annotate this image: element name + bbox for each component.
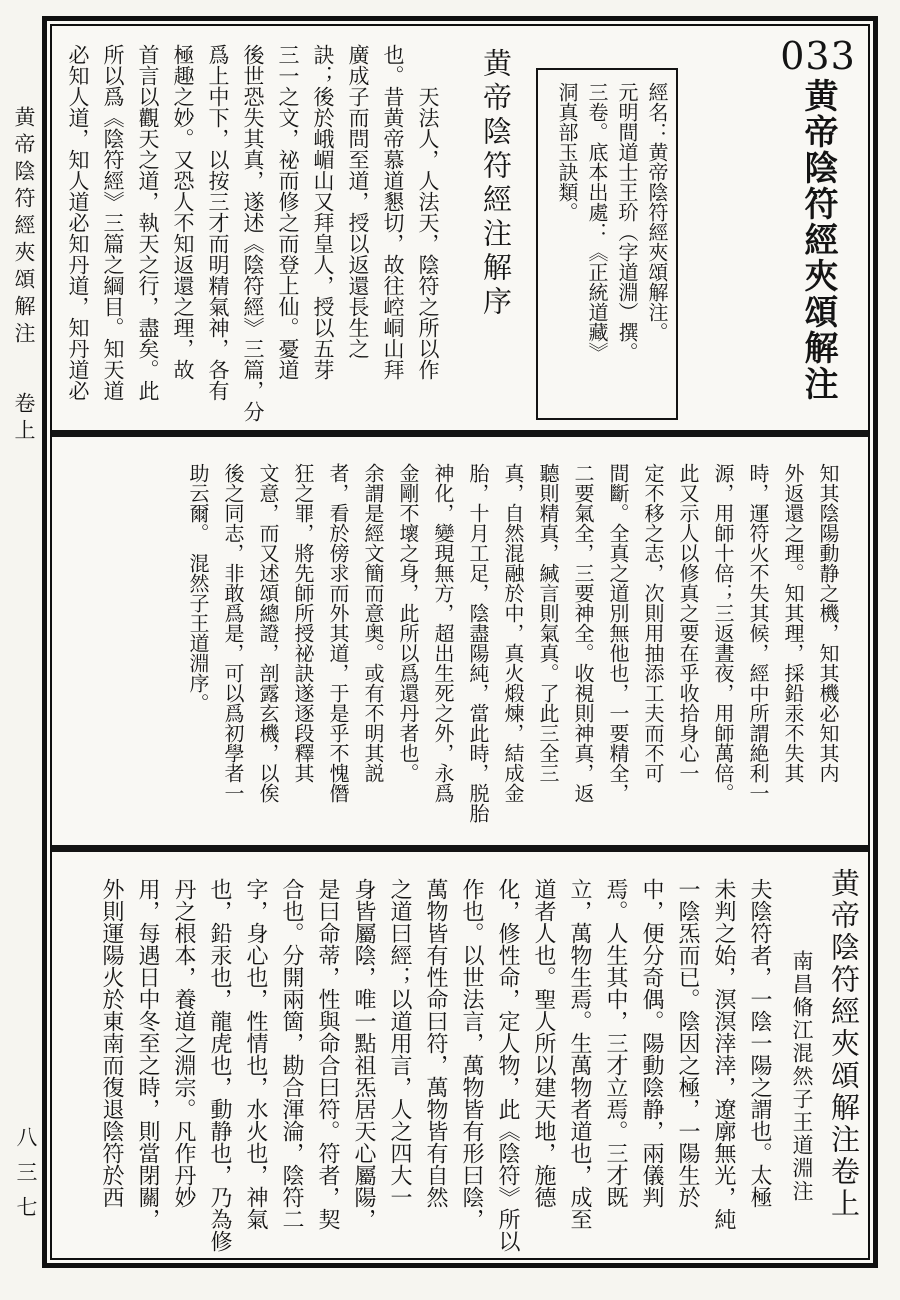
horizontal-divider-bar xyxy=(52,430,868,437)
serial-number: 033 xyxy=(780,34,856,78)
preface-text-top xyxy=(53,36,438,422)
text-column: 經名：黄帝陰符經夾頌解注。 xyxy=(645,82,669,342)
horizontal-divider-bar xyxy=(52,845,868,852)
outer-margin xyxy=(0,0,42,1300)
text-column: 三一之文，祕而修之而登上仙。憂道 xyxy=(276,44,300,380)
text-column: 助云爾。 混然子王道淵序。 xyxy=(186,463,210,713)
text-column: 焉。人生其中，三才立焉。三才既 xyxy=(603,878,628,1208)
text-column: 間斷。全真之道別無他也，一要精全， xyxy=(606,463,630,803)
text-column: 用，每遇日中冬至之時，則當閉關， xyxy=(135,878,160,1230)
text-column: 者，看於傍求而外其道，于是乎不愧僭 xyxy=(326,463,350,803)
text-column: 必知人道，知人道必知丹道，知丹道必 xyxy=(66,44,90,401)
title-column xyxy=(778,36,858,402)
text-column: 字，身心也，性情也，水火也，神氣 xyxy=(243,878,268,1230)
text-column: 此又示人以修真之要在乎收拾身心一 xyxy=(676,463,700,783)
colophon-box xyxy=(536,68,678,420)
text-column: 極趣之妙。又恐人不知返還之理，故 xyxy=(171,44,195,380)
text-column: 合也。分開兩箇，勘合渾淪，陰符二 xyxy=(279,878,304,1230)
text-column: 也，鉛汞也，龍虎也，動静也，乃為修 xyxy=(207,878,232,1252)
margin-book-title: 黄帝陰符經夾頌解注 xyxy=(12,106,36,349)
text-column: 源，用師十倍；三返晝夜，用師萬倍。 xyxy=(711,463,735,803)
text-column: 洞真部玉訣類。 xyxy=(555,82,579,222)
chapter-text xyxy=(86,852,770,1252)
text-column: 神化，變現無方，超出生死之外，永爲 xyxy=(431,463,455,803)
text-column: 胎，十月工足，陰盡陽純，當此時，脱胎 xyxy=(466,463,490,823)
text-column: 真，自然混融於中，真火煅煉，結成金 xyxy=(501,463,525,803)
text-column: 爲上中下，以按三才而明精氣神，各有 xyxy=(206,44,230,401)
text-column: 是曰命蒂，性與命合曰符。符者，契 xyxy=(315,878,340,1230)
main-title: 黄帝陰符經夾頌解注 xyxy=(798,77,838,402)
text-column: 訣；後於峨嵋山又拜皇人，授以五芽 xyxy=(311,44,335,380)
text-column: 後之同志，非敢爲是，可以爲初學者一 xyxy=(221,463,245,803)
band-preface-continued xyxy=(62,437,858,845)
text-column: 定不移之志，次則用抽添工夫而不可 xyxy=(641,463,665,783)
text-column: 一陰炁而已。陰因之極，一陽生於 xyxy=(675,878,700,1208)
text-column: 立，萬物生焉。生萬物者道也，成至 xyxy=(567,878,592,1230)
text-column: 道者人也。聖人所以建天地，施德 xyxy=(531,878,556,1208)
text-column: 廣成子而問至道，授以返還長生之 xyxy=(346,44,370,359)
text-column: 外返還之理。知其理，採鉛汞不失其 xyxy=(781,463,805,783)
text-column: 夫陰符者，一陰一陽之謂也。太極 xyxy=(747,878,772,1208)
text-column: 文意，而又述頌總證，剖露玄機，以俟 xyxy=(256,463,280,803)
text-column: 時，運符火不失其候，經中所謂絶利一 xyxy=(746,463,770,803)
margin-volume-label: 卷上 xyxy=(12,392,36,446)
preface-text-bottom xyxy=(173,463,838,823)
text-column: 首言以觀天之道，執天之行，盡矣。此 xyxy=(136,44,160,401)
text-column: 丹之根本，養道之淵宗。凡作丹妙 xyxy=(171,878,196,1208)
text-column: 聽則精真，緘言則氣真。了此三全三 xyxy=(536,463,560,783)
text-column: 所以爲《陰符經》三篇之綱目。知天道 xyxy=(101,44,125,401)
page-inner-frame xyxy=(50,24,870,1260)
text-column: 作也。以世法言，萬物皆有形曰陰， xyxy=(459,878,484,1230)
text-column: 余謂是經文簡而意奥。或有不明其説 xyxy=(361,463,385,783)
text-column: 二要氣全，三要神全。收視則神真，返 xyxy=(571,463,595,803)
text-column: 三卷。底本出處：《正統道藏》 xyxy=(585,82,609,362)
text-column: 萬物皆有性命曰符，萬物皆有自然 xyxy=(423,878,448,1208)
text-column: 身皆屬陰，唯一點祖炁居天心屬陽， xyxy=(351,878,376,1230)
text-column: 金剛不壞之身，此所以爲還丹者也。 xyxy=(396,463,420,783)
page-frame xyxy=(42,16,878,1268)
margin-page-number: 八三七 xyxy=(14,1126,38,1231)
text-column: 天法人，人法天，陰符之所以作 xyxy=(416,44,440,380)
text-column: 未判之始，溟溟涬涬，遼廓無光，純 xyxy=(711,878,736,1230)
text-column: 中，便分奇偶。陽動陰静，兩儀判 xyxy=(639,878,664,1208)
text-column: 外則運陽火於東南而復退陰符於西 xyxy=(99,878,124,1208)
text-column: 元明間道士王玠（字道淵）撰。 xyxy=(615,82,639,362)
text-column: 後世恐失其真，遂述《陰符經》三篇，分 xyxy=(241,44,265,422)
text-column: 狂之罪，將先師所授祕訣遂逐段釋其 xyxy=(291,463,315,783)
band-chapter xyxy=(62,852,861,1252)
text-column: 知其陰陽動静之機，知其機必知其内 xyxy=(816,463,840,783)
band-title-and-preface xyxy=(62,32,858,430)
text-column: 之道曰經；以道用言，人之四大一 xyxy=(387,878,412,1208)
author-byline: 南昌脩江混然子王道淵注 xyxy=(790,950,814,1203)
chapter-heading: 黄帝陰符經夾頌解注卷上 xyxy=(827,868,861,1220)
preface-heading: 黄帝陰符經注解序 xyxy=(479,48,513,320)
text-column: 也。昔黄帝慕道懇切，故往崆峒山拜 xyxy=(381,44,405,380)
text-column: 化，修性命，定人物，此《陰符》所以 xyxy=(495,878,520,1252)
